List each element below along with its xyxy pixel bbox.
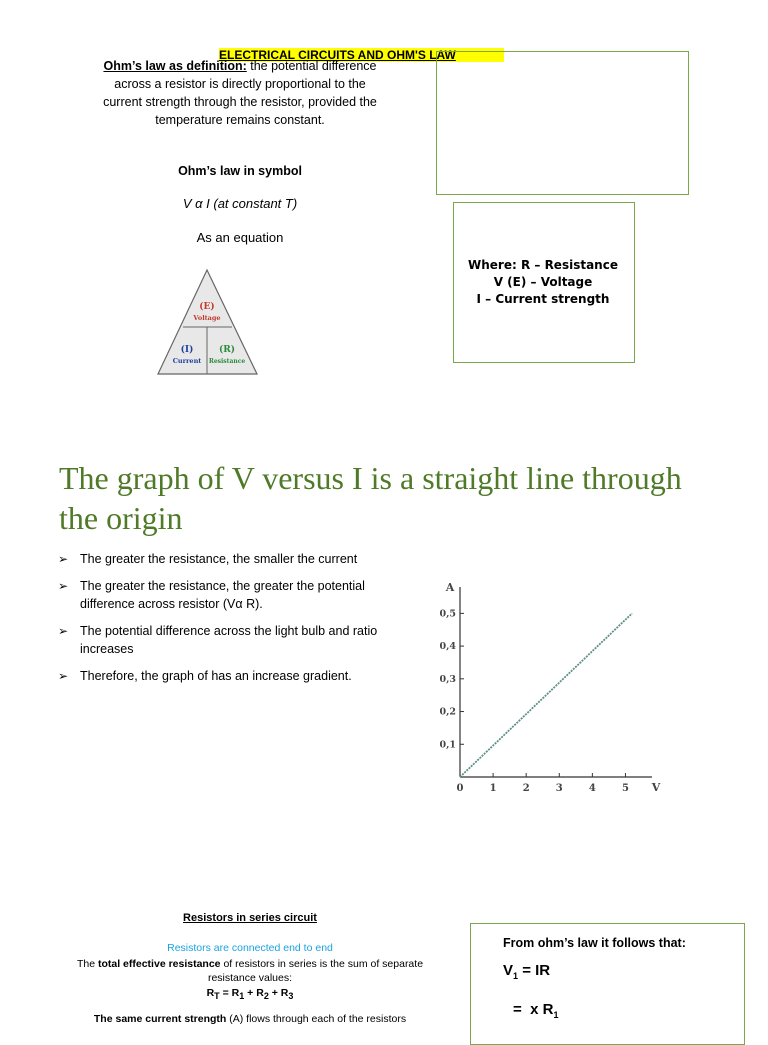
x-tick-label: 4 (588, 783, 596, 794)
x-tick-label: 5 (621, 783, 629, 794)
where-line-2: V (E) – Voltage (493, 275, 593, 289)
bullet-item: ➢ The greater the resistance, the greater the potential difference across resistor (Vα R). (58, 579, 365, 611)
empty-formula-box (436, 51, 689, 195)
ohm-eq-2: = x $R_1$ (513, 1001, 559, 1020)
definition-text: the potential difference across a resistor is directly proportional to the current strength through the resistor, provided the temperature remains constant. (103, 59, 377, 127)
y-tick-label: 0,1 (439, 739, 456, 751)
definition-lead: Ohm’s law as definition: (103, 59, 247, 73)
y-tick-label: 0,4 (439, 641, 456, 653)
y-tick-label: 0,5 (439, 608, 456, 620)
x-axis-label: V (651, 781, 661, 794)
triangle-right-symbol: (R) (219, 345, 235, 355)
equation-label: As an equation (196, 230, 284, 245)
x-tick-label: 0 (456, 783, 464, 794)
triangle-top-symbol: (E) (199, 302, 215, 312)
series-line-4: The same current strength (A) flows through each of the resistors (93, 1013, 407, 1025)
vi-graph (430, 572, 675, 802)
series-heading: Resistors in series circuit (183, 912, 317, 924)
where-line-3: I – Current strength (476, 292, 610, 306)
symbol-expression: V α I (at constant T) (182, 196, 298, 211)
arrow-bullet-icon: ➢ (58, 624, 69, 638)
y-axis-label: A (445, 581, 455, 594)
ohm-eq-1: $V_1$ = IR (503, 962, 551, 981)
arrow-bullet-icon: ➢ (58, 552, 69, 566)
triangle-left-name: Current (172, 357, 202, 365)
bullet-item: ➢ The greater the resistance, the smaller the current (58, 552, 358, 566)
bullet-item: ➢ The potential difference across the light bulb and ratio increases (58, 624, 378, 656)
arrow-bullet-icon: ➢ (58, 579, 69, 593)
y-tick-label: 0,2 (439, 706, 456, 718)
series-line-2: The total effective resistance of resistors in series is the sum of separate resistance values: (76, 958, 424, 984)
bullet-list (58, 550, 378, 694)
triangle-right-name: Resistance (208, 358, 246, 365)
triangle-left-symbol: (I) (180, 345, 194, 355)
bullet-item: ➢ Therefore, the graph of has an increase gradient. (58, 669, 352, 683)
data-line (460, 613, 632, 777)
x-tick-label: 2 (522, 783, 530, 794)
graph-heading: The graph of V versus I is a straight line through the origin (59, 460, 682, 536)
y-tick-label: 0,3 (439, 673, 456, 685)
where-line-1: Where: R – Resistance (468, 258, 618, 272)
series-line-1: Resistors are connected end to end (167, 942, 333, 954)
ohms-law-definition (100, 57, 380, 129)
series-formula: $R_T = R_1 + R_2 + R_3$ (206, 987, 294, 1002)
triangle-top-name: Voltage (193, 314, 221, 322)
x-tick-label: 1 (489, 783, 497, 794)
where-definitions (453, 257, 633, 308)
symbol-heading: Ohm’s law in symbol (178, 164, 302, 178)
arrow-bullet-icon: ➢ (58, 669, 69, 683)
x-tick-label: 3 (555, 783, 563, 794)
document-title: ELECTRICAL CIRCUITS AND OHM'S LAW (219, 48, 504, 62)
ohms-law-triangle (150, 262, 265, 380)
ohm-result-heading: From ohm’s law it follows that: (503, 936, 686, 950)
